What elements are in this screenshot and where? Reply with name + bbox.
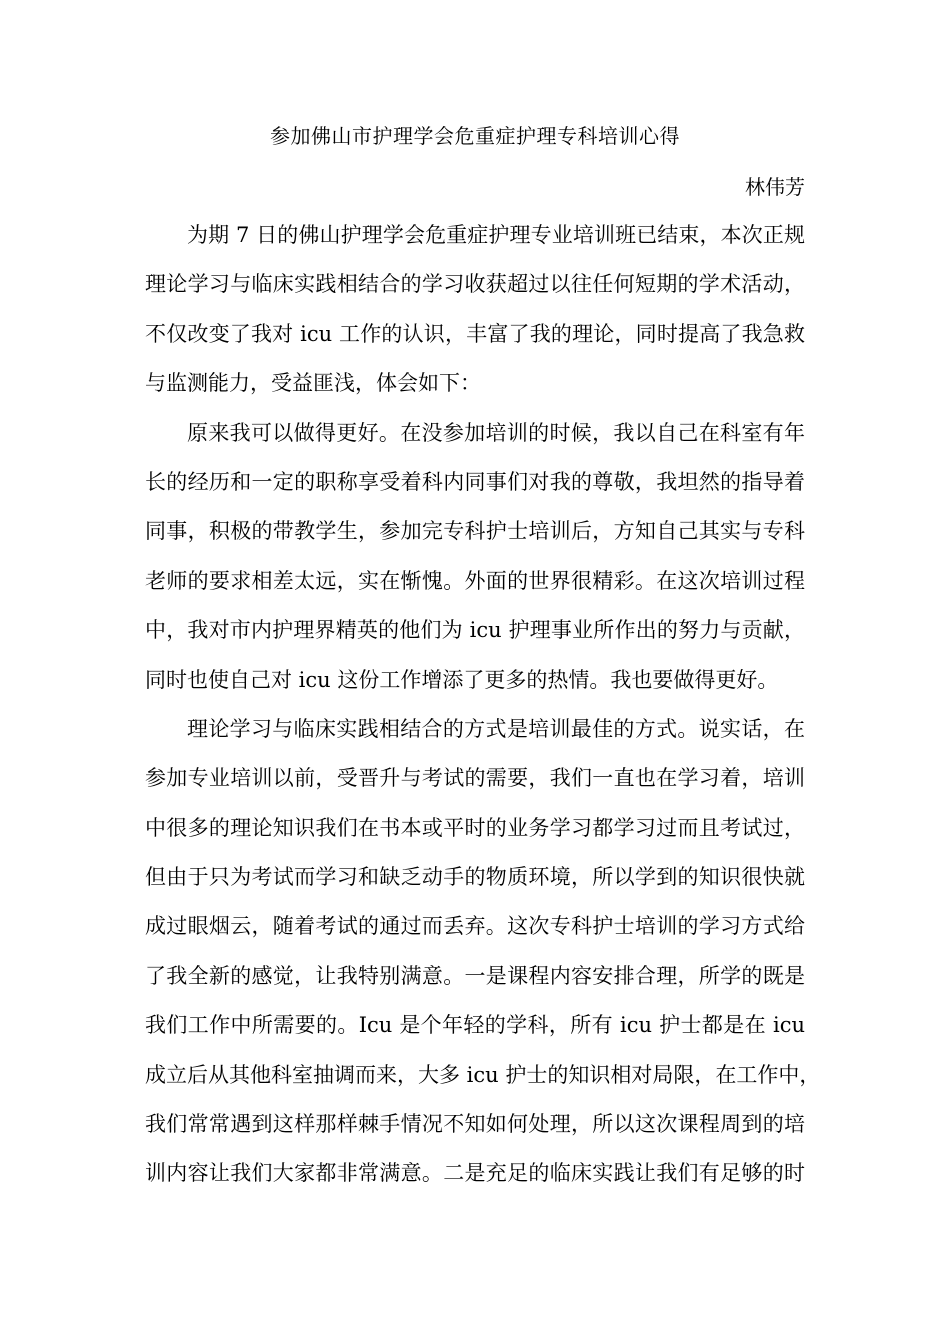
text-line: 与监测能力，受益匪浅，体会如下： — [145, 371, 481, 396]
text-line: 但由于只为考试而学习和缺乏动手的物质环境，所以学到的知识很快就 — [145, 865, 805, 890]
text-line: 成立后从其他科室抽调而来，大多 icu 护士的知识相对局限，在工作中， — [145, 1062, 821, 1087]
text-line: 长的经历和一定的职称享受着科内同事们对我的尊敬，我坦然的指导着 — [145, 469, 805, 494]
author-name: 林伟芳 — [745, 175, 805, 199]
document-title: 参加佛山市护理学会危重症护理专科培训心得 — [270, 124, 680, 148]
text-line: 不仅改变了我对 icu 工作的认识，丰富了我的理论，同时提高了我急救 — [145, 321, 805, 346]
text-line: 老师的要求相差太远，实在惭愧。外面的世界很精彩。在这次培训过程 — [145, 568, 805, 593]
text-line: 我们工作中所需要的。Icu 是个年轻的学科，所有 icu 护士都是在 icu — [145, 1013, 805, 1038]
text-line: 参加专业培训以前，受晋升与考试的需要，我们一直也在学习着，培训 — [145, 766, 805, 791]
text-line: 理论学习与临床实践相结合的方式是培训最佳的方式。说实话，在 — [187, 716, 805, 741]
text-line: 了我全新的感觉，让我特别满意。一是课程内容安排合理，所学的既是 — [145, 963, 805, 988]
document-body — [145, 211, 821, 1199]
text-line: 为期 7 日的佛山护理学会危重症护理专业培训班已结束，本次正规 — [187, 223, 805, 247]
text-line: 理论学习与临床实践相结合的学习收获超过以往任何短期的学术活动， — [145, 272, 805, 297]
text-line: 中很多的理论知识我们在书本或平时的业务学习都学习过而且考试过， — [145, 815, 805, 840]
text-line: 同时也使自己对 icu 这份工作增添了更多的热情。我也要做得更好。 — [145, 667, 779, 692]
text-line: 训内容让我们大家都非常满意。二是充足的临床实践让我们有足够的时 — [145, 1161, 805, 1186]
text-line: 原来我可以做得更好。在没参加培训的时候，我以自己在科室有年 — [187, 420, 805, 445]
text-line: 成过眼烟云，随着考试的通过而丢弃。这次专科护士培训的学习方式给 — [145, 914, 805, 939]
text-line: 同事，积极的带教学生，参加完专科护士培训后，方知自己其实与专科 — [145, 519, 805, 544]
text-line: 中，我对市内护理界精英的他们为 icu 护理事业所作出的努力与贡献， — [145, 618, 805, 643]
text-line: 我们常常遇到这样那样棘手情况不知如何处理，所以这次课程周到的培 — [145, 1112, 805, 1137]
